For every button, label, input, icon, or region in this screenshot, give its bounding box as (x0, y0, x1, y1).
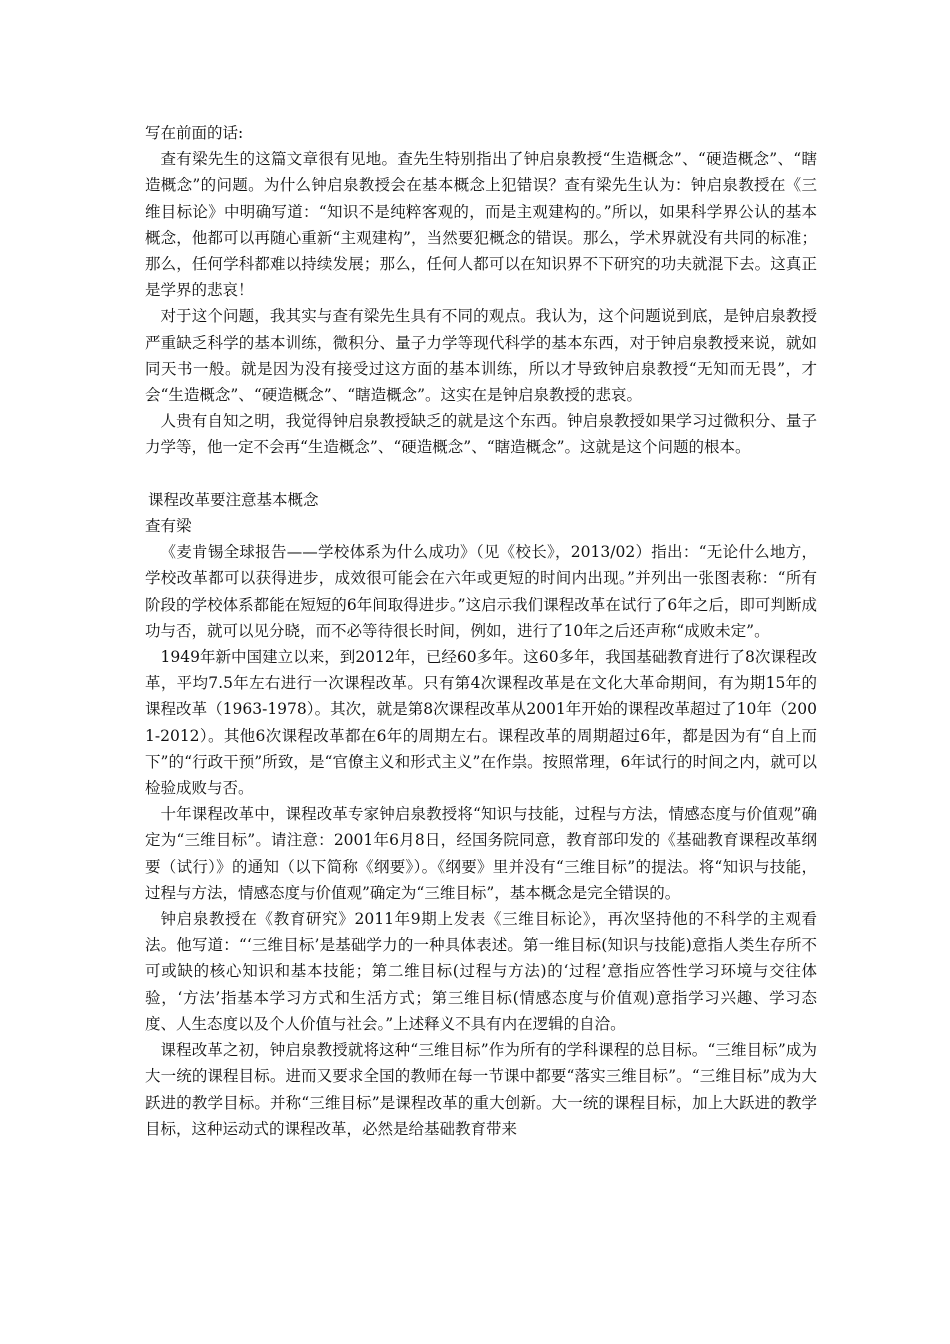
preface-heading: 写在前面的话: (145, 124, 244, 142)
section-spacer (145, 461, 817, 487)
article-author: 查有梁 (145, 517, 192, 536)
article-paragraph-2: 1949年新中国建立以来，到2012年，已经60多年。这60多年，我国基础教育进行了8次课程改革，平均7.5年左右进行一次课程改革。只有第4次课程改革是在文化大革命期间，有为期15年的课程改革（1963-1978）。其次，就是第8次课程改革从2001年开始的课程改革超过了10年（2001-2012）。其他6次课程改革都在6年的周期左右。课程改革的周期超过6年，都是因为有“自上而下”的“行政干预”所致，是“官僚主义和形式主义”在作祟。按照常理，6年试行的时间之内，就可以检验成败与否。 (145, 648, 817, 798)
article-paragraph-1: 《麦肯锡全球报告——学校体系为什么成功》（见《校长》，2013/02）指出：“无论什么地方，学校改革都可以获得进步，成效很可能会在六年或更短的时间内出现。”并列出一张图表称：“所有阶段的学校体系都能在短短的6年间取得进步。”这启示我们课程改革在试行了6年之后，即可判断成功与否，就可以见分晓，而不必等待很长时间，例如，进行了10年之后还声称“成败未定”。 (145, 543, 817, 640)
preface-paragraph-3: 人贵有自知之明，我觉得钟启泉教授缺乏的就是这个东西。钟启泉教授如果学习过微积分、量子力学等，他一定不会再“生造概念”、“硬造概念”、“瞎造概念”。这就是这个问题的根本。 (145, 412, 817, 457)
article-paragraph-5: 课程改革之初，钟启泉教授就将这种“三维目标”作为所有的学科课程的总目标。“三维目标”成为大一统的课程目标。进而又要求全国的教师在每一节课中都要“落实三维目标”。“三维目标”成为大跃进的教学目标。并称“三维目标”是课程改革的重大创新。大一统的课程目标，加上大跃进的教学目标，这种运动式的课程改革，必然是给基础教育带来 (145, 1041, 817, 1138)
document-page (145, 120, 817, 1142)
preface-paragraph-2: 对于这个问题，我其实与查有梁先生具有不同的观点。我认为，这个问题说到底，是钟启泉教授严重缺乏科学的基本训练，微积分、量子力学等现代科学的基本东西，对于钟启泉教授来说，就如同天书一般。就是因为没有接受过这方面的基本训练，所以才导致钟启泉教授“无知而无畏”，才会“生造概念”、“硬造概念”、“瞎造概念”。这实在是钟启泉教授的悲哀。 (145, 307, 817, 405)
preface-paragraph-1: 查有梁先生的这篇文章很有见地。查先生特别指出了钟启泉教授“生造概念”、“硬造概念”、“瞎造概念”的问题。为什么钟启泉教授会在基本概念上犯错误？查有梁先生认为：钟启泉教授在《三维目标论》中明确写道：“知识不是纯粹客观的，而是主观建构的。”所以，如果科学界公认的基本概念，他都可以再随心重新“主观建构”，当然要犯概念的错误。那么，学术界就没有共同的标准；那么，任何学科都难以持续发展；那么，任何人都可以在知识界不下研究的功夫就混下去。这真正是学界的悲哀！ (145, 150, 817, 300)
article-title: 课程改革要注意基本概念 (148, 490, 319, 509)
article-paragraph-4: 钟启泉教授在《教育研究》2011年9期上发表《三维目标论》，再次坚持他的不科学的主观看法。他写道：“‘三维目标’是基础学力的一种具体表述。第一维目标(知识与技能)意指人类生存所不可或缺的核心知识和基本技能；第二维目标(过程与方法)的‘过程’意指应答性学习环境与交往体验，‘方法’指基本学习方式和生活方式；第三维目标(情感态度与价值观)意指学习兴趣、学习态度、人生态度以及个人价值与社会。”上述释义不具有内在逻辑的自洽。 (145, 910, 817, 1033)
article-paragraph-3: 十年课程改革中，课程改革专家钟启泉教授将“知识与技能，过程与方法，情感态度与价值观”确定为“三维目标”。请注意：2001年6月8日，经国务院同意，教育部印发的《基础教育课程改革纲要（试行）》的通知（以下简称《纲要》）。《纲要》里并没有“三维目标”的提法。将“知识与技能，过程与方法，情感态度与价值观”确定为“三维目标”，基本概念是完全错误的。 (145, 805, 817, 902)
